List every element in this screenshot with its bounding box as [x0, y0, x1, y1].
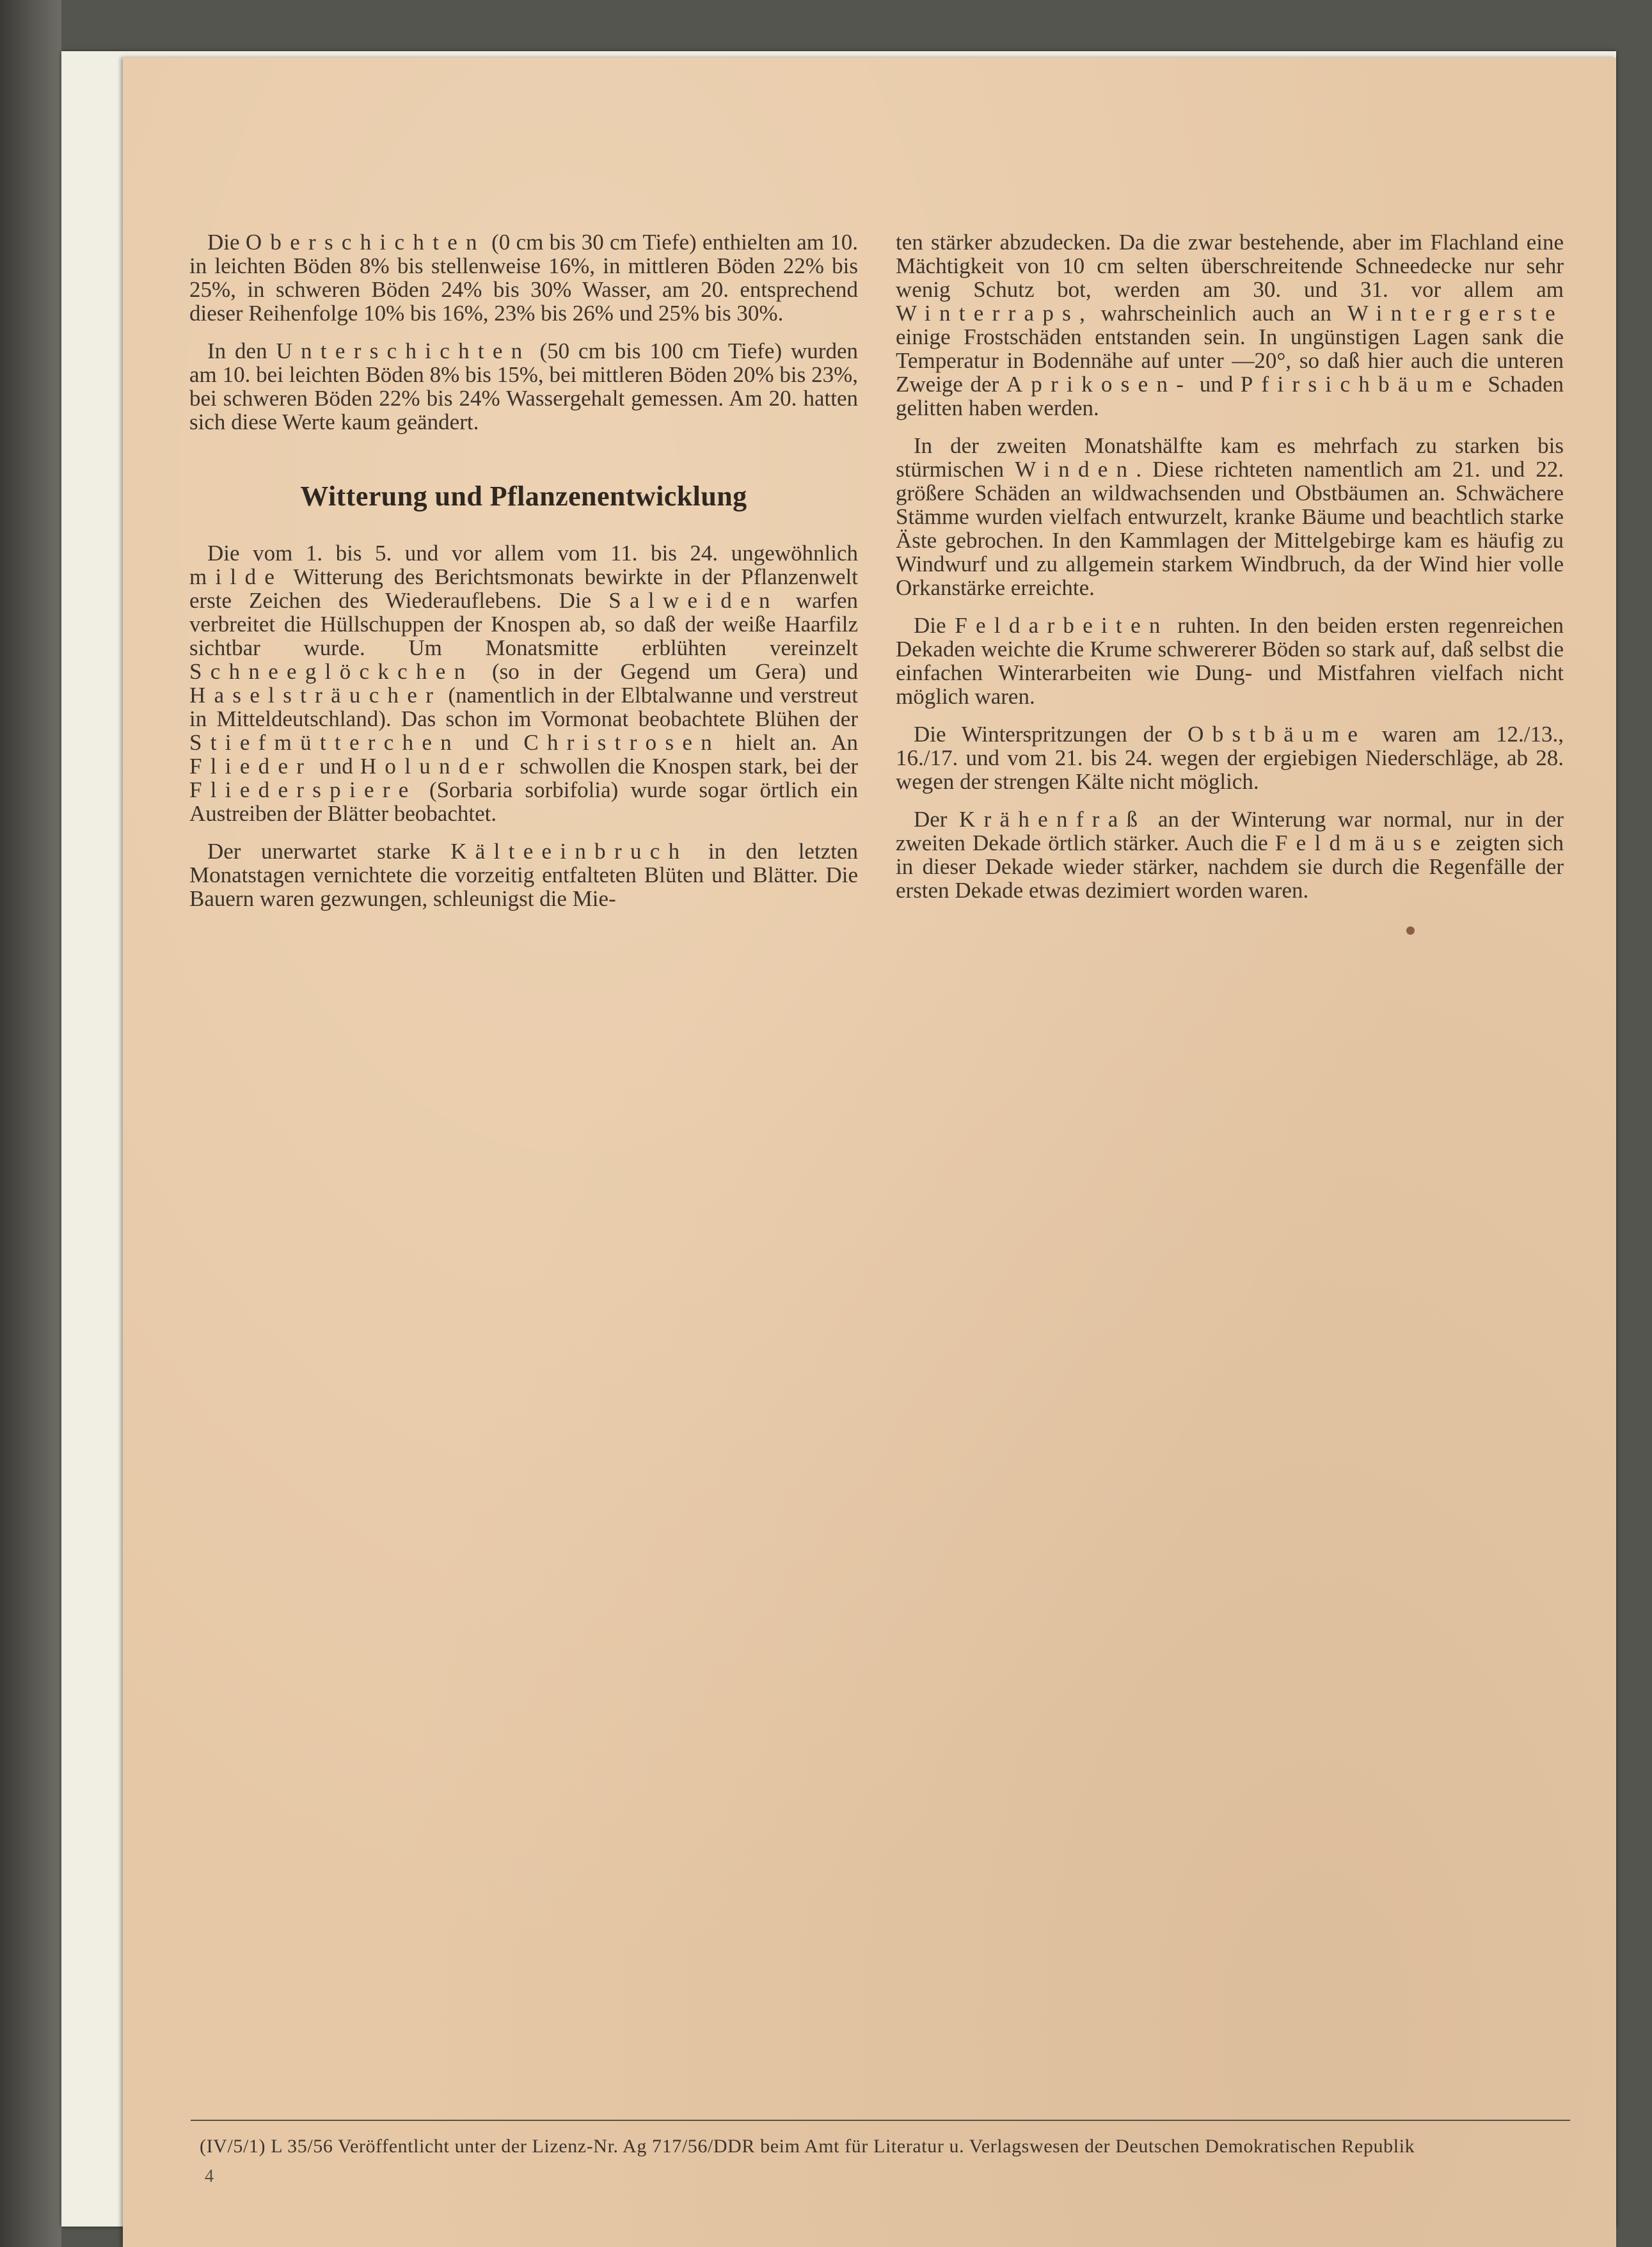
text-run: und	[312, 754, 360, 779]
paragraph-winde	[896, 434, 1564, 599]
emphasized-term: Haselsträucher	[189, 683, 442, 708]
text-run: (namentlich in der Elbtalwanne und verstreut in Mitteldeutschland). Das schon im Vormonat beobachtete Blühen der	[189, 683, 858, 731]
text-run: Der	[914, 807, 960, 832]
left-column	[189, 230, 858, 925]
text-run: Die Winterspritzungen der	[914, 722, 1188, 747]
text-run: Die vom 1. bis 5. und vor allem vom 11. bis 24. ungewöhnlich	[207, 541, 858, 566]
footer-rule	[191, 2120, 1570, 2121]
paragraph-oberschichten	[189, 230, 858, 325]
text-run: . Diese richteten namentlich am 21. und 22. größere Schäden an wildwachsenden und Obstbäumen an. Schwächere Stämme wurden vielfach entwurzelt, kranke Bäume und beachtlich starke Äste gebrochen. In den Kammlagen der Mittelgebirge kam es häufig zu Windwurf und zu allgemein starkem Windbruch, da der Wind hier volle Orkanstärke erreichte.	[896, 457, 1564, 600]
text-run: (Sorbaria sorbifolia) wurde sogar örtlich ein Austreiben der Blätter beobachtet.	[189, 777, 858, 826]
emphasized-term: Pfirsichbäume	[1240, 372, 1481, 397]
emphasized-term: Kälteeinbruch	[450, 839, 688, 864]
emphasized-term: Obstbäume	[1187, 722, 1367, 747]
text-run: In den	[207, 338, 276, 363]
text-run: hielt an. An	[720, 730, 859, 755]
text-run: (0 cm bis 30 cm Tiefe) enthielten am 10. in leichten Böden 8% bis stellenweise 16%, in mittleren Böden 22% bis 25%, in schweren Böden 24% bis 30% Wasser, am 20. entsprechend dieser Reihenfolge 10% bis 16%, 23% bis 26% und 25% bis 30%.	[189, 230, 858, 326]
text-run: Die	[914, 613, 955, 638]
text-run: Der unerwartet starke	[207, 839, 451, 864]
paragraph-unterschichten	[189, 339, 858, 434]
emphasized-term: Winterraps	[896, 301, 1080, 326]
text-run: ten stärker abzudecken. Da die zwar bestehende, aber im Flachland eine Mächtigkeit von 10 cm selten überschreitende Schneedecke nur sehr wenig Schutz bot, werden am 30. und 31. vor allem am	[896, 230, 1564, 302]
emphasized-term: Feldarbeiten	[955, 613, 1169, 638]
emphasized-term: Salweiden	[608, 588, 779, 613]
text-run: , wahrscheinlich auch an	[1079, 301, 1347, 326]
text-run: Witterung des Berichtsmonats bewirkte in der Pflanzenwelt erste Zeichen des Wiederauflebens. Die	[189, 564, 858, 613]
text-run: (so in der Gegend um Gera) und	[473, 659, 858, 684]
text-run: In der zweiten Monatshälfte kam es mehrfach zu starken bis stürmischen	[896, 433, 1564, 482]
text-run: warfen verbreitet die Hüllschuppen der Knospen ab, so daß der weiße Haarfilz sichtbar wurde. Um Monatsmitte erblühten vereinzelt	[189, 588, 858, 660]
footer-license-note: (IV/5/1) L 35/56 Veröffentlicht unter der Lizenz-Nr. Ag 717/56/DDR beim Amt für Literatur u. Verlagswesen der Deutschen Demokratischen Republik	[200, 2136, 1415, 2157]
emphasized-term: Holunder	[360, 754, 513, 779]
emphasized-term: Stiefmütterchen	[189, 730, 461, 755]
text-run: zeigten sich in dieser Dekade wieder stärker, nachdem sie durch die Regenfälle der ersten Dekade etwas dezimiert worden waren.	[896, 830, 1564, 903]
emphasized-term: Flieder	[189, 754, 313, 779]
paragraph-winterspritzungen	[896, 722, 1564, 793]
emphasized-term: Wintergerste	[1347, 301, 1564, 326]
emphasized-term: Krähenfraß	[959, 807, 1147, 832]
emphasized-term: Fliederspiere	[189, 777, 417, 802]
emphasized-term: Feldmäuse	[1275, 830, 1449, 855]
text-run: (50 cm bis 100 cm Tiefe) wurden am 10. bei leichten Böden 8% bis 15%, bei mittleren Böden 20% bis 23%, bei schweren Böden 22% bis 24% Wassergehalt gemessen. Am 20. hatten sich diese Werte kaum geändert.	[189, 338, 858, 434]
text-run: einige Frostschäden entstanden sein. In ungünstigen Lagen sank die Temperatur in Bodennähe auf unter —20°, so daß hier auch die unteren Zweige der	[896, 324, 1564, 397]
text-run: in den letzten Monatstagen vernichtete die vorzeitig entfalteten Blüten und Blätter. Die Bauern waren gezwungen, schleunigst die Mie-	[189, 839, 858, 911]
text-run: an der Winterung war normal, nur in der zweiten Dekade örtlich stärker. Auch die	[896, 807, 1564, 855]
section-heading: Witterung und Pflanzenentwicklung	[300, 480, 747, 512]
emphasized-term: Winden	[1015, 457, 1136, 482]
page-number: 4	[205, 2166, 214, 2186]
text-run: und	[460, 730, 524, 755]
text-run: Die	[207, 230, 246, 255]
right-column	[896, 230, 1564, 916]
paragraph-frostschaeden	[896, 230, 1564, 420]
emphasized-term: Christrosen	[523, 730, 721, 755]
paper-speck	[1406, 926, 1415, 935]
paragraph-kraehenfrass	[896, 807, 1564, 902]
binder-board	[0, 0, 61, 2247]
paragraph-witterung	[189, 541, 858, 825]
text-run: und	[1192, 372, 1241, 397]
emphasized-term: Schneeglöckchen	[189, 659, 474, 684]
text-run: schwollen die Knospen stark, bei der	[512, 754, 858, 779]
text-run: Schaden gelitten haben werden.	[896, 372, 1564, 420]
emphasized-term: Oberschichten	[245, 230, 486, 255]
text-run: waren am 12./13., 16./17. und vom 21. bis 24. wegen der ergiebigen Niederschläge, ab 28. wegen der strengen Kälte nicht möglich.	[896, 722, 1564, 794]
paragraph-kaelteeinbruch	[189, 839, 858, 910]
emphasized-term: milde	[189, 564, 283, 589]
emphasized-term: Aprikosen-	[1006, 372, 1193, 397]
document-page	[123, 58, 1616, 2247]
emphasized-term: Unterschichten	[276, 338, 531, 363]
text-run: ruhten. In den beiden ersten regenreichen Dekaden weichte die Krume schwererer Böden so stark auf, daß selbst die einfachen Winterarbeiten wie Dung- und Mistfahren vielfach nicht möglich waren.	[896, 613, 1564, 709]
paragraph-feldarbeiten	[896, 614, 1564, 708]
